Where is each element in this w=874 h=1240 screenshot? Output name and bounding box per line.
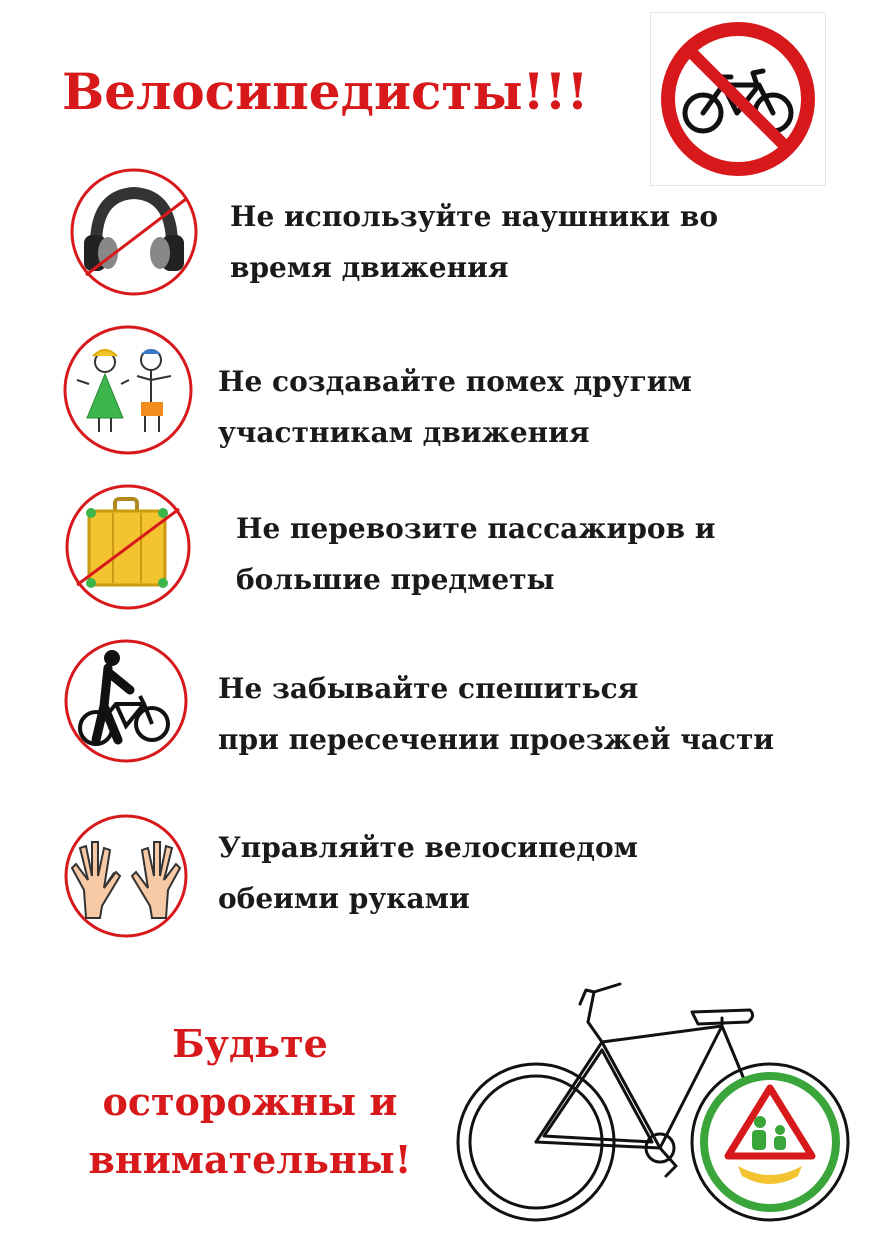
rule-line: участникам движения [218,416,590,449]
page-title: Велосипедисты!!! [62,62,589,121]
bicycle-outline-icon [452,970,854,1230]
rule-line: Не забывайте спешиться [218,672,639,705]
walking-with-bike-icon [60,636,192,766]
footer-line: осторожны и [102,1079,398,1124]
rule-headphones [230,191,718,293]
rule-line: большие предметы [236,563,555,596]
rule-dismount [218,663,774,765]
children-icon [59,322,197,458]
footer-warning [70,1015,430,1189]
no-bicycle-sign-icon [650,12,826,186]
rule-line: Управляйте велосипедом [218,831,638,864]
footer-line: Будьте [172,1021,328,1066]
rule-obstruction [218,356,692,458]
rule-passengers [236,503,716,605]
two-hands-icon [60,806,192,946]
footer-line: внимательны! [88,1137,412,1182]
rule-line: Не создавайте помех другим [218,365,692,398]
rule-line: Не перевозите пассажиров и [236,512,716,545]
headphones-prohibited-icon [66,165,202,299]
rule-line: время движения [230,251,509,284]
rule-line: Не используйте наушники во [230,200,719,233]
rule-line: обеими руками [218,882,470,915]
suitcase-prohibited-icon [61,481,195,613]
rule-both-hands [218,822,638,924]
rule-line: при пересечении проезжей части [218,723,775,756]
